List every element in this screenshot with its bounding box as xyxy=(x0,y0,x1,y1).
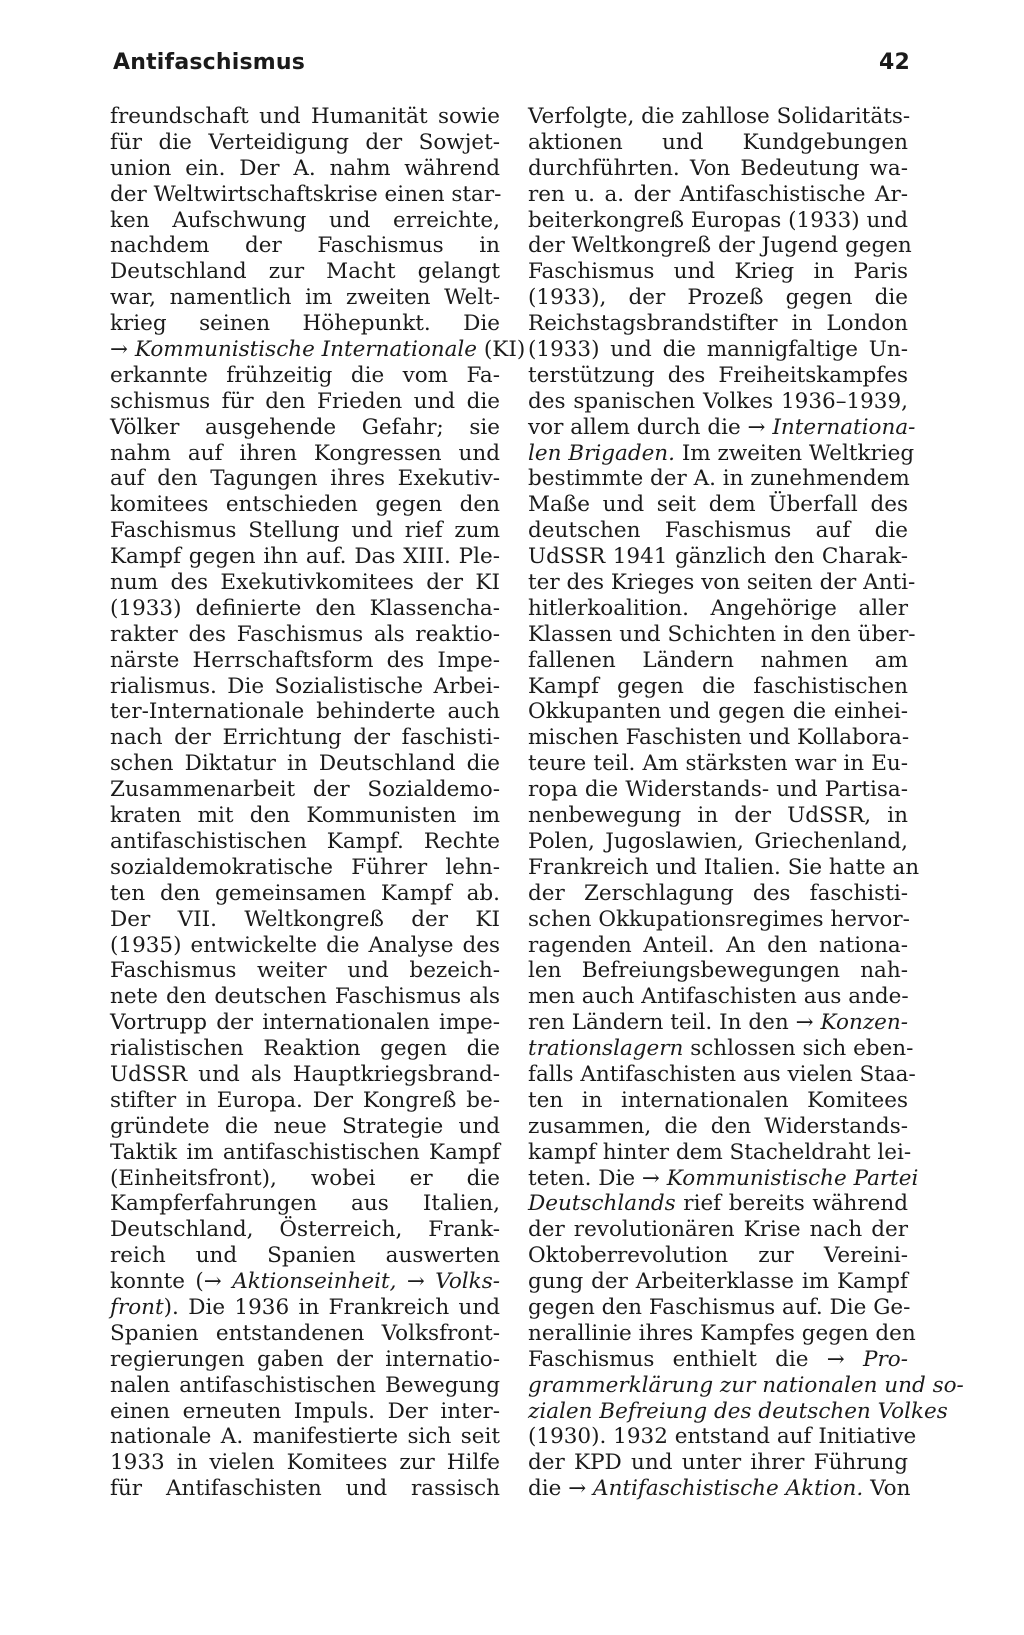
text-line xyxy=(528,1217,908,1243)
text-run: ter des Krieges von seiten der Anti- xyxy=(528,570,916,596)
text-run: 1933 in vielen Komitees zur Hilfe xyxy=(110,1450,500,1476)
running-head-title: Antifaschismus xyxy=(113,50,306,75)
text-run: Zusammenarbeit der Sozialdemo- xyxy=(110,777,500,803)
text-run: bestimmte der A. in zunehmendem xyxy=(528,466,910,492)
text-line xyxy=(528,285,908,311)
text-run: Reichstagsbrandstifter in London xyxy=(528,311,908,337)
text-line xyxy=(110,1191,500,1217)
text-line xyxy=(110,1321,500,1347)
text-run: Taktik im antifaschistischen Kampf xyxy=(110,1139,500,1165)
text-line xyxy=(528,182,908,208)
text-run: teure teil. Am stärksten war in Eu- xyxy=(528,751,908,777)
text-line xyxy=(110,725,500,751)
text-line xyxy=(110,415,500,441)
text-line xyxy=(110,570,500,596)
italic-reference: Konzen- xyxy=(820,1010,908,1036)
text-line xyxy=(110,1373,500,1399)
text-line xyxy=(528,337,908,363)
text-line xyxy=(528,414,916,441)
italic-reference: trationslagern xyxy=(528,1036,684,1062)
text-run: (1933) definierte den Klassencha- xyxy=(110,595,500,621)
text-line xyxy=(528,1139,912,1166)
text-run: Polen, Jugoslawien, Griechenland, xyxy=(528,828,908,854)
italic-reference: Volks- xyxy=(435,1269,500,1295)
text-run: Faschismus Stellung und rief zum xyxy=(110,518,500,544)
text-run: nenbewegung in der UdSSR, in xyxy=(528,803,908,829)
text-line xyxy=(528,1476,911,1502)
text-line xyxy=(528,233,912,259)
text-line xyxy=(528,259,908,285)
text-line xyxy=(110,259,500,285)
text-run: des spanischen Volkes 1936–1939, xyxy=(528,388,908,414)
italic-reference: grammerklärung zur nationalen und so- xyxy=(528,1372,964,1398)
text-line xyxy=(528,1061,916,1088)
text-run: sozialdemokratische Führer lehn- xyxy=(110,854,500,880)
text-run: reich und Spanien auswerten xyxy=(110,1243,500,1269)
text-line xyxy=(528,854,920,881)
text-run: Faschismus enthielt die → xyxy=(528,1346,864,1372)
text-run: erkannte frühzeitig die vom Fa- xyxy=(110,362,500,388)
text-run: nete den deutschen Faschismus als xyxy=(110,984,500,1010)
text-run: zusammen, die den Widerstands- xyxy=(528,1113,908,1139)
text-line xyxy=(110,648,500,674)
italic-reference: len Brigaden. xyxy=(528,440,675,466)
text-run: nerallinie ihres Kampfes gegen den xyxy=(528,1320,916,1346)
text-run: terstützung des Freiheitskampfes xyxy=(528,362,908,388)
text-line xyxy=(110,699,500,725)
text-run: regierungen gaben der internatio- xyxy=(110,1346,500,1372)
text-line xyxy=(528,699,908,725)
text-run: nach der Errichtung der faschisti- xyxy=(110,725,500,751)
text-run: gegen den Faschismus auf. Die Ge- xyxy=(528,1294,911,1320)
text-run: (1933), der Prozeß gegen die xyxy=(528,285,908,311)
text-line xyxy=(528,1088,908,1114)
text-line xyxy=(528,1372,964,1399)
text-run: rialismus. Die Sozialistische Arbei- xyxy=(110,673,500,699)
page-header xyxy=(113,50,924,86)
text-run: kraten mit den Kommunisten im xyxy=(110,803,500,829)
text-run: schlossen sich eben- xyxy=(683,1036,914,1062)
text-run: union ein. Der A. nahm während xyxy=(110,155,500,181)
text-line xyxy=(528,1450,908,1476)
text-line xyxy=(110,1114,500,1140)
text-run: konnte (→ xyxy=(110,1269,233,1295)
text-line xyxy=(110,1243,500,1269)
text-run: men auch Antifaschisten aus ande- xyxy=(528,984,909,1010)
text-line xyxy=(110,285,500,311)
text-run: Vortrupp der internationalen impe- xyxy=(110,1010,500,1036)
text-line xyxy=(110,1347,500,1373)
text-run: Okkupanten und gegen die einhei- xyxy=(528,699,908,725)
text-run: krieg seinen Höhepunkt. Die xyxy=(110,311,500,337)
text-line xyxy=(110,466,500,492)
text-line xyxy=(528,907,908,933)
text-line xyxy=(528,389,908,415)
text-run: rakter des Faschismus als reaktio- xyxy=(110,621,500,647)
text-line xyxy=(528,311,908,337)
text-run: nahm auf ihren Kongressen und xyxy=(110,440,500,466)
text-run: Oktoberrevolution zur Vereini- xyxy=(528,1243,908,1269)
text-line xyxy=(110,544,500,570)
text-run: aktionen und Kundgebungen xyxy=(528,129,908,155)
text-line xyxy=(110,881,500,907)
text-line xyxy=(110,958,500,984)
text-line xyxy=(528,648,908,674)
text-line xyxy=(528,466,908,492)
text-line xyxy=(110,1399,500,1425)
text-run: ken Aufschwung und erreichte, xyxy=(110,207,500,233)
text-line xyxy=(528,1294,911,1321)
text-line xyxy=(110,1269,500,1295)
text-run: hitlerkoalition. Angehörige aller xyxy=(528,595,908,621)
italic-reference: Internationa- xyxy=(772,414,916,440)
text-run: der revolutionären Krise nach der xyxy=(528,1217,908,1243)
text-run: ragenden Anteil. An den nationa- xyxy=(528,932,908,958)
text-run: ropa die Widerstands- und Partisa- xyxy=(528,777,908,803)
text-run: Deutschland zur Macht gelangt xyxy=(110,259,500,285)
text-run: Kampf gegen ihn auf. Das XIII. Ple- xyxy=(110,544,500,570)
text-run: Faschismus und Krieg in Paris xyxy=(528,259,908,285)
italic-reference: front xyxy=(110,1294,164,1320)
text-line xyxy=(528,363,908,389)
text-line xyxy=(110,933,500,959)
text-line xyxy=(528,104,911,130)
text-column-left xyxy=(110,104,526,1502)
text-line xyxy=(110,441,500,467)
text-line xyxy=(110,1476,500,1502)
text-run: schen Diktatur in Deutschland die xyxy=(110,751,500,777)
text-line xyxy=(110,363,500,389)
italic-reference: Antifaschistische Aktion. xyxy=(593,1476,864,1502)
text-line xyxy=(110,1140,500,1166)
text-run: fallenen Ländern nahmen am xyxy=(528,647,908,673)
text-run: (KI) xyxy=(477,337,526,363)
text-line xyxy=(110,337,526,363)
text-line xyxy=(528,751,908,777)
text-run: (1930). 1932 entstand auf Initiative xyxy=(528,1424,917,1450)
text-line xyxy=(110,777,500,803)
text-line xyxy=(110,389,500,415)
italic-reference: zialen Befreiung des deutschen Volkes xyxy=(528,1398,948,1424)
text-line xyxy=(110,907,500,933)
text-run: Im zweiten Weltkrieg xyxy=(674,440,915,466)
text-line xyxy=(110,233,500,259)
text-line xyxy=(528,1114,908,1140)
text-line xyxy=(528,1269,908,1295)
text-line xyxy=(528,130,908,156)
text-run: schismus für den Frieden und die xyxy=(110,388,500,414)
text-run: falls Antifaschisten aus vielen Staa- xyxy=(528,1061,916,1087)
text-run: die → xyxy=(528,1476,594,1502)
italic-reference: Pro- xyxy=(863,1346,908,1372)
text-line xyxy=(110,1036,500,1062)
text-run: nalen antifaschistischen Bewegung xyxy=(110,1372,500,1398)
text-run: deutschen Faschismus auf die xyxy=(528,518,908,544)
text-run: num des Exekutivkomitees der KI xyxy=(110,570,500,596)
text-line xyxy=(110,1217,500,1243)
text-line xyxy=(110,751,500,777)
text-line xyxy=(110,518,500,544)
text-run: len Befreiungsbewegungen nah- xyxy=(528,958,908,984)
text-line xyxy=(528,1165,919,1192)
text-line xyxy=(528,518,908,544)
text-run: (1933) und die mannigfaltige Un- xyxy=(528,337,908,363)
text-run: Völker ausgehende Gefahr; sie xyxy=(110,414,500,440)
text-line xyxy=(528,570,916,596)
text-run: rialistischen Reaktion gegen die xyxy=(110,1036,500,1062)
text-line xyxy=(110,674,500,700)
italic-reference: Deutschlands xyxy=(528,1191,676,1217)
text-line xyxy=(528,1243,908,1269)
text-run: gründete die neue Strategie und xyxy=(110,1113,500,1139)
text-line xyxy=(110,1295,500,1321)
text-run: komitees entschieden gegen den xyxy=(110,492,500,518)
text-line xyxy=(528,1320,916,1347)
text-line xyxy=(528,933,908,959)
text-line xyxy=(528,440,915,467)
text-run: für Antifaschisten und rassisch xyxy=(110,1476,500,1502)
text-run: durchführten. Von Bedeutung wa- xyxy=(528,155,908,181)
text-run: Kampferfahrungen aus Italien, xyxy=(110,1191,500,1217)
text-run: ren u. a. der Antifaschistische Ar- xyxy=(528,181,908,207)
text-run: beiterkongreß Europas (1933) und xyxy=(528,207,908,233)
text-run: UdSSR und als Hauptkriegsbrand- xyxy=(110,1061,500,1087)
text-line xyxy=(110,492,500,518)
text-line xyxy=(110,1424,500,1450)
text-run: teten. Die → xyxy=(528,1165,667,1191)
text-line xyxy=(528,725,908,751)
text-run: mischen Faschisten und Kollabora- xyxy=(528,725,910,751)
text-column-right xyxy=(528,104,964,1502)
text-run: → xyxy=(396,1269,436,1295)
text-line xyxy=(110,311,500,337)
italic-reference: Kommunistische Partei xyxy=(666,1165,919,1191)
text-run: auf den Tagungen ihres Exekutiv- xyxy=(110,466,500,492)
text-line xyxy=(110,1166,500,1192)
text-line xyxy=(528,621,916,648)
text-line xyxy=(528,156,908,182)
text-line xyxy=(528,984,908,1010)
text-run: stifter in Europa. Der Kongreß be- xyxy=(110,1087,500,1113)
text-line xyxy=(110,1062,500,1088)
text-run: gung der Arbeiterklasse im Kampf xyxy=(528,1269,908,1295)
text-run: der KPD und unter ihrer Führung xyxy=(528,1450,908,1476)
text-run: vor allem durch die → xyxy=(528,414,773,440)
text-line xyxy=(528,777,908,803)
text-run: (Einheitsfront), wobei er die xyxy=(110,1165,500,1191)
text-run: ten in internationalen Komitees xyxy=(528,1087,908,1113)
text-run: war, namentlich im zweiten Welt- xyxy=(110,285,500,311)
text-line xyxy=(110,1010,500,1036)
text-line xyxy=(528,1347,908,1373)
text-run: freundschaft und Humanität sowie xyxy=(110,104,500,129)
text-line xyxy=(528,492,908,518)
text-line xyxy=(110,130,500,156)
text-line xyxy=(528,208,908,234)
text-run: ter-Internationale behinderte auch xyxy=(110,699,500,725)
text-run: ). Die 1936 in Frankreich und xyxy=(163,1294,500,1320)
text-line xyxy=(110,1088,500,1114)
text-run: antifaschistischen Kampf. Rechte xyxy=(110,828,500,854)
text-run: Faschismus weiter und bezeich- xyxy=(110,958,500,984)
text-line xyxy=(528,544,908,570)
text-line xyxy=(528,674,908,700)
text-run: Verfolgte, die zahllose Solidaritäts- xyxy=(528,104,911,129)
text-line xyxy=(110,829,500,855)
text-line xyxy=(110,104,500,130)
italic-reference: Kommunistische Internationale xyxy=(134,337,478,363)
text-line xyxy=(528,803,908,829)
text-line xyxy=(528,1010,908,1036)
text-line xyxy=(528,829,908,855)
text-run: einen erneuten Impuls. Der inter- xyxy=(110,1398,500,1424)
italic-reference: Aktionseinheit, xyxy=(232,1269,397,1295)
text-line xyxy=(110,855,500,881)
text-line xyxy=(110,156,500,182)
text-run: Spanien entstandenen Volksfront- xyxy=(110,1320,500,1346)
text-line xyxy=(528,1398,948,1425)
text-run: kampf hinter dem Stacheldraht lei- xyxy=(528,1139,912,1165)
text-run: schen Okkupationsregimes hervor- xyxy=(528,906,910,932)
text-line xyxy=(110,622,500,648)
text-line xyxy=(110,596,500,622)
text-line xyxy=(528,881,908,907)
text-line xyxy=(528,958,908,984)
text-run: der Weltwirtschaftskrise einen star- xyxy=(110,181,502,207)
text-run: nationale A. manifestierte sich seit xyxy=(110,1424,500,1450)
text-line xyxy=(528,1036,914,1062)
text-run: Kampf gegen die faschistischen xyxy=(528,673,908,699)
text-line xyxy=(528,596,908,622)
text-run: ren Ländern teil. In den → xyxy=(528,1010,821,1036)
text-run: Von xyxy=(863,1476,911,1502)
text-run: närste Herrschaftsform des Impe- xyxy=(110,647,500,673)
text-line xyxy=(528,1191,908,1217)
text-run: UdSSR 1941 gänzlich den Charak- xyxy=(528,544,908,570)
text-run: der Zerschlagung des faschisti- xyxy=(528,880,908,906)
text-line xyxy=(110,1450,500,1476)
text-line xyxy=(110,984,500,1010)
text-run: Klassen und Schichten in den über- xyxy=(528,621,916,647)
text-run: der Weltkongreß der Jugend gegen xyxy=(528,233,912,259)
text-line xyxy=(110,182,500,208)
text-run: ten den gemeinsamen Kampf ab. xyxy=(110,880,500,906)
text-run: (1935) entwickelte die Analyse des xyxy=(110,932,500,958)
text-line xyxy=(110,208,500,234)
text-run: Maße und seit dem Überfall des xyxy=(528,492,908,518)
text-run: → xyxy=(110,337,135,363)
page-number: 42 xyxy=(878,50,910,75)
text-run: Der VII. Weltkongreß der KI xyxy=(110,906,500,932)
text-line xyxy=(528,1424,917,1450)
text-run: rief bereits während xyxy=(675,1191,908,1217)
text-run: für die Verteidigung der Sowjet- xyxy=(110,129,500,155)
text-line xyxy=(110,803,500,829)
text-run: Deutschland, Österreich, Frank- xyxy=(110,1217,500,1243)
text-run: nachdem der Faschismus in xyxy=(110,233,500,259)
text-run: Frankreich und Italien. Sie hatte an xyxy=(528,854,920,880)
